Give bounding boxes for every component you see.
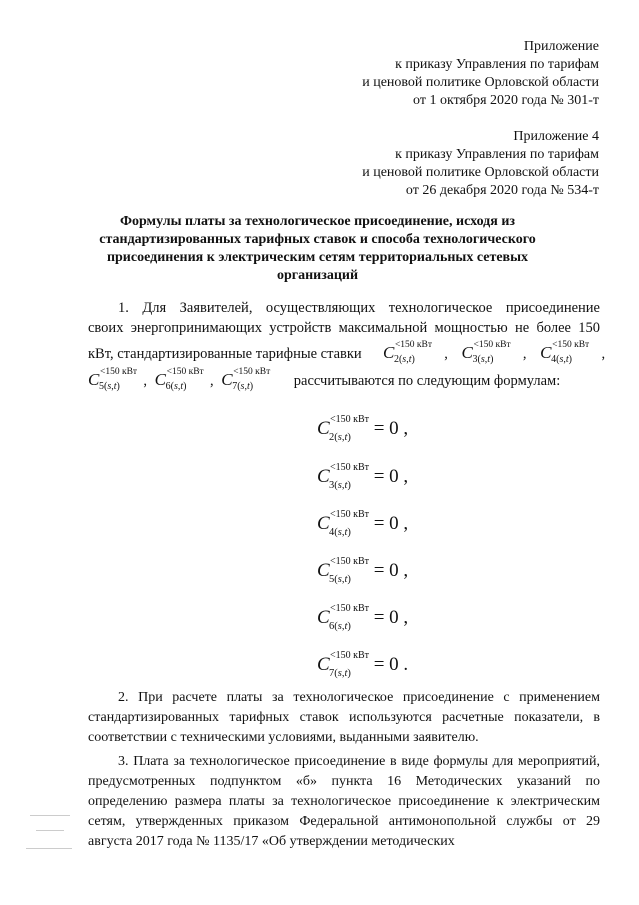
symbol-superscript: <150 кВт: [330, 650, 370, 661]
inline-symbol-c5: C <150 кВт 5(s,t): [88, 370, 139, 390]
appendix-2-line-1: Приложение 4: [513, 129, 599, 144]
formula-rhs: = 0 ,: [373, 607, 409, 628]
inline-symbol-c7: C <150 кВт 7(s,t): [221, 370, 272, 390]
inline-symbol-c2: C <150 кВт 2(s,t): [383, 343, 434, 363]
appendix-2-line-2: к приказу Управления по тарифам: [395, 147, 599, 162]
symbol-superscript: <150 кВт: [166, 367, 204, 377]
symbol-superscript: <150 кВт: [330, 462, 370, 473]
symbol-superscript: <150 кВт: [330, 556, 370, 567]
formula-symbol: C <150 кВт 3(s,t): [317, 466, 374, 488]
inline-symbol-c4: C <150 кВт 4(s,t): [540, 343, 591, 363]
document-title: Формулы платы за технологическое присоединение, исходя из стандартизированных тарифных ставок и способа технологического присоединения к электрическим сетям территориальных сетевых организаций: [99, 214, 536, 283]
formula-c3: [317, 462, 409, 491]
symbol-superscript: <150 кВт: [394, 340, 433, 350]
formula-c6: [317, 603, 409, 632]
formula-symbol: C <150 кВт 4(s,t): [317, 513, 374, 535]
formula-rhs: = 0 .: [373, 654, 409, 675]
symbol-superscript: <150 кВт: [330, 603, 370, 614]
paragraph-1-line-3: кВт, стандартизированные тарифные ставки C <150 кВт 2(s,t) , C <150 кВт 3(s,t) , C <150 кВт 4(s,t) ,: [88, 343, 615, 364]
scan-artifact: [36, 830, 64, 831]
symbol-subscript: 2(s,t): [329, 432, 351, 443]
formula-symbol: C <150 кВт 5(s,t): [317, 560, 374, 582]
symbol-subscript: 6(s,t): [165, 381, 187, 392]
formula-symbol: C <150 кВт 6(s,t): [317, 607, 374, 629]
symbol-superscript: <150 кВт: [473, 340, 511, 350]
symbol-subscript: 4(s,t): [551, 354, 572, 365]
symbol-superscript: <150 кВт: [100, 367, 138, 377]
inline-symbol-c6: C <150 кВт 6(s,t): [155, 370, 206, 390]
symbol-superscript: <150 кВт: [552, 340, 590, 350]
paragraph-2: 2. При расчете платы за технологическое присоединение с применением стандартизированных тарифных ставок используются расчетные показатели, в соответствии с техническими условиями, выданными заявителю.: [88, 690, 600, 745]
formula-c5: [317, 556, 409, 585]
formula-rhs: = 0 ,: [373, 466, 409, 487]
symbol-subscript: 5(s,t): [99, 381, 120, 392]
symbol-superscript: <150 кВт: [233, 367, 271, 377]
appendix-1-line-1: Приложение: [523, 39, 599, 54]
scan-artifact: [30, 815, 70, 816]
inline-symbol-c3: C <150 кВт 3(s,t): [462, 343, 513, 363]
appendix-1-line-3: и ценовой политике Орловской области: [362, 75, 599, 90]
symbol-subscript: 7(s,t): [232, 381, 254, 392]
symbol-subscript: 4(s,t): [329, 527, 351, 538]
paragraph-1-line-2: своих энергопринимающих устройств максимальной мощностью не более 150: [88, 320, 600, 336]
symbol-superscript: <150 кВт: [330, 509, 370, 520]
formula-rhs: = 0 ,: [373, 560, 409, 581]
appendix-header-1: [362, 38, 599, 110]
formula-c4: [317, 509, 409, 538]
scan-artifact: [26, 848, 72, 849]
symbol-superscript: <150 кВт: [330, 414, 370, 425]
symbol-subscript: 7(s,t): [329, 668, 351, 679]
paragraph-1-line-4-text: рассчитываются по следующим формулам:: [293, 373, 561, 389]
symbol-subscript: 6(s,t): [329, 621, 351, 632]
symbol-subscript: 3(s,t): [329, 480, 351, 491]
formula-rhs: = 0 ,: [373, 418, 409, 439]
symbol-subscript: 2(s,t): [393, 354, 415, 365]
paragraph-1-line-4: C <150 кВт 5(s,t) , C <150 кВт 6(s,t) , C <150 кВт 7(s,t) рассчитываются по следующим формулам:: [88, 370, 560, 391]
paragraph-1-line-1: 1. Для Заявителей, осуществляющих технологическое присоединение: [118, 300, 600, 316]
symbol-subscript: 5(s,t): [329, 574, 351, 585]
formula-symbol: C <150 кВт 2(s,t): [317, 418, 374, 440]
appendix-2-line-4: от 26 декабря 2020 года № 534-т: [405, 183, 599, 198]
appendix-1-line-4: от 1 октября 2020 года № 301-т: [413, 93, 599, 108]
appendix-2-line-3: и ценовой политике Орловской области: [362, 165, 599, 180]
formula-c2: [317, 414, 409, 443]
symbol-subscript: 3(s,t): [472, 354, 494, 365]
formula-rhs: = 0 ,: [373, 513, 409, 534]
formula-symbol: C <150 кВт 7(s,t): [317, 654, 374, 676]
appendix-header-2: [362, 128, 599, 200]
paragraph-3: 3. Плата за технологическое присоединение в виде формулы для мероприятий, предусмотренных подпунктом «б» пункта 16 Методических указаний по определению размера платы за технологическое присоединение к электрическим сетям, утвержденных приказом Федеральной антимонопольной службы от 29 августа 2017 года № 1135/17 «Об утверждении методических: [88, 754, 600, 849]
appendix-1-line-2: к приказу Управления по тарифам: [395, 57, 599, 72]
paragraph-1-line-3-text: кВт, стандартизированные тарифные ставки: [88, 346, 362, 362]
formula-c7: [317, 650, 409, 679]
